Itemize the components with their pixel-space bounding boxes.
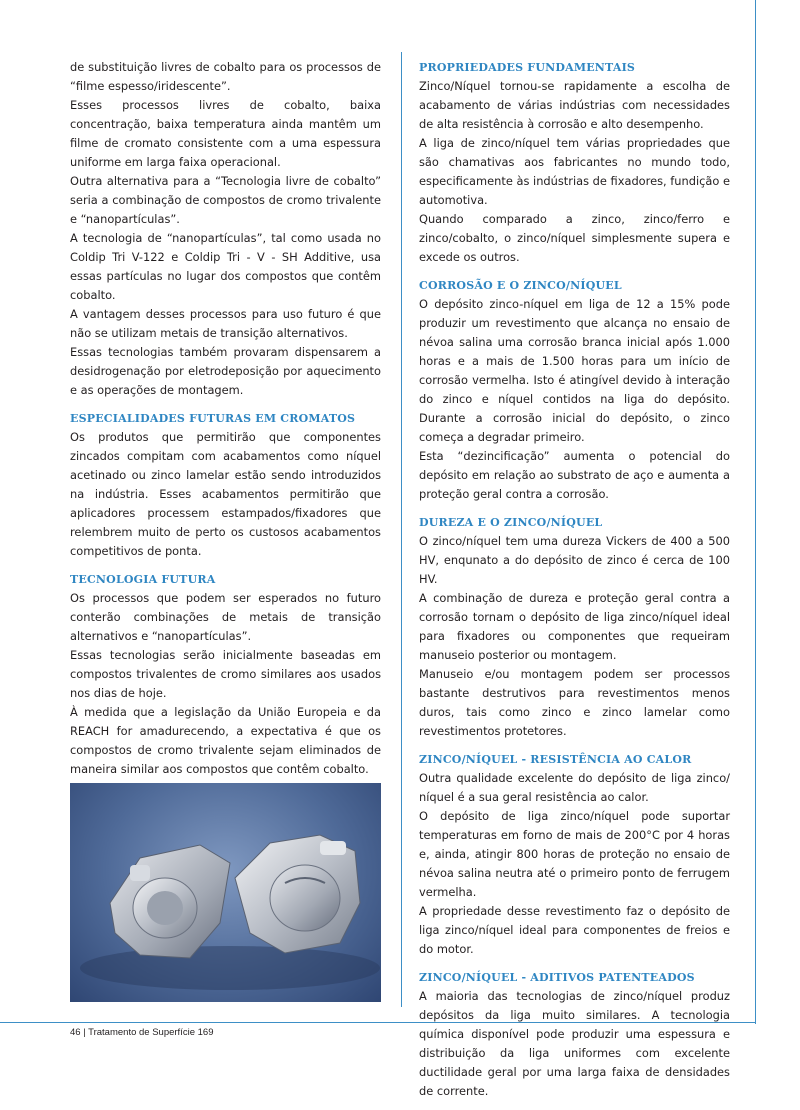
paragraph: Esta “dezincificação” aumenta o potencial do depósito em relação ao substrato de aço e aumenta a proteção geral contra a corrosão. [419,449,730,501]
paragraph: Quando comparado a zinco, zinco/ferro e zinco/cobalto, o zinco/níquel simplesmente supera e excede os outros. [419,212,730,264]
section-heading: TECNOLOGIA FUTURA [70,573,216,586]
section-heading: ZINCO/NÍQUEL - RESISTÊNCIA AO CALOR [419,753,692,766]
paragraph: O zinco/níquel tem uma dureza Vickers de 400 a 500 HV, enqunato a do depósito de zinco é cerca de 100 HV. [419,534,730,586]
paragraph: Outra qualidade excelente do depósito de liga zinco/ níquel é a sua geral resistência ao calor. [419,771,730,804]
section-propriedades [419,58,730,267]
intro-section [70,58,381,400]
section-heading: ZINCO/NÍQUEL - ADITIVOS PATENTEADOS [419,971,695,984]
paragraph: Essas tecnologias também provaram dispensarem a desidrogenação por eletrodeposição por aquecimento e as operações de montagem. [70,345,381,397]
paragraph: A vantagem desses processos para uso futuro é que não se utilizam metais de transição alternativos. [70,307,381,340]
paragraph: Manuseio e/ou montagem podem ser processos bastante destrutivos para revestimentos menos duros, tais como zinco e zinco lamelar como revestimentos protetores. [419,667,730,738]
page-footer: 46 | Tratamento de Superfície 169 [70,1027,214,1038]
paragraph: O depósito de liga zinco/níquel pode suportar temperaturas em forno de mais de 200°C por 4 horas e, ainda, atingir 800 horas de proteção no ensaio de névoa salina neutra até o primeiro ponto de ferrugem vermelha. [419,809,730,899]
column-divider [401,52,402,1007]
paragraph: Os processos que podem ser esperados no futuro conterão combinações de metais de transição alternativos e “nanopartículas”. [70,591,381,643]
section-tecnologia-futura [70,570,381,779]
paragraph: Essas tecnologias serão inicialmente baseadas em compostos trivalentes de cromo similares aos usados nos dias de hoje. [70,648,381,700]
brake-caliper-illustration [70,783,381,1002]
paragraph: Outra alternativa para a “Tecnologia livre de cobalto” seria a combinação de compostos de cromo trivalente e “nanopartículas”. [70,174,381,226]
section-corrosao [419,276,730,504]
section-especialidades [70,409,381,561]
section-heading: CORROSÃO E O ZINCO/NÍQUEL [419,279,622,292]
section-resistencia-calor [419,750,730,959]
section-heading: ESPECIALIDADES FUTURAS EM CROMATOS [70,412,356,425]
section-heading: DUREZA E O ZINCO/NÍQUEL [419,516,603,529]
paragraph: Zinco/Níquel tornou-se rapidamente a escolha de acabamento de várias indústrias com necessidades de alta resistência à corrosão e alto desempenho. [419,79,730,131]
paragraph: O depósito zinco-níquel em liga de 12 a 15% pode produzir um revestimento que alcança no ensaio de névoa salina uma corrosão branca inicial após 1.000 horas e a mais de 1.500 horas para um início de corrosão vermelha. Isto é atingível devido à interação do zinco e níquel contidos na liga do depósito. Durante a corrosão inicial do depósito, o zinco começa a degradar primeiro. [419,297,730,444]
section-heading: PROPRIEDADES FUNDAMENTAIS [419,61,636,74]
paragraph: À medida que a legislação da União Europeia e da REACH for amadurecendo, a expectativa é que os compostos de cromo trivalente sejam eliminados de maneira similar aos compostos que contêm cobalto. [70,705,381,776]
paragraph: Os produtos que permitirão que componentes zincados compitam com acabamentos como níquel acetinado ou zinco lamelar estão sendo introduzidos na indústria. Esses acabamentos permitirão que aplicadores processem estampados/fixadores que relembrem muito de perto os custosos acabamentos competitivos de ponta. [70,430,381,558]
section-aditivos [419,968,730,1101]
page-edge-rule [755,0,756,1024]
right-column [419,58,730,1110]
paragraph: de substituição livres de cobalto para os processos de “filme espesso/iridescente”. [70,60,381,93]
paragraph: Esses processos livres de cobalto, baixa concentração, baixa temperatura ainda mantêm um filme de cromato consistente com a uma espessura uniforme em larga faixa operacional. [70,98,381,169]
left-column [70,58,381,788]
paragraph: A propriedade desse revestimento faz o depósito de liga zinco/níquel ideal para componentes de freios e do motor. [419,904,730,956]
paragraph: A liga de zinco/níquel tem várias propriedades que são chamativas aos fabricantes no mundo todo, especificamente às indústrias de fixadores, fundição e automotiva. [419,136,730,207]
paragraph: A tecnologia de “nanopartículas”, tal como usada no Coldip Tri V-122 e Coldip Tri - V - SH Additive, usa essas partículas no lugar dos compostos que contêm cobalto. [70,231,381,302]
paragraph: A combinação de dureza e proteção geral contra a corrosão tornam o depósito de liga zinco/níquel ideal para fixadores ou componentes que requeiram manuseio posterior ou montagem. [419,591,730,662]
paragraph: A maioria das tecnologias de zinco/níquel produz depósitos da liga muito similares. A tecnologia química disponível pode produzir uma espessura e distribuição da liga uniformes com excelente ductilidade geral por uma larga faixa de densidades de corrente. [419,989,730,1098]
brake-caliper-photo [70,783,381,1002]
section-dureza [419,513,730,741]
